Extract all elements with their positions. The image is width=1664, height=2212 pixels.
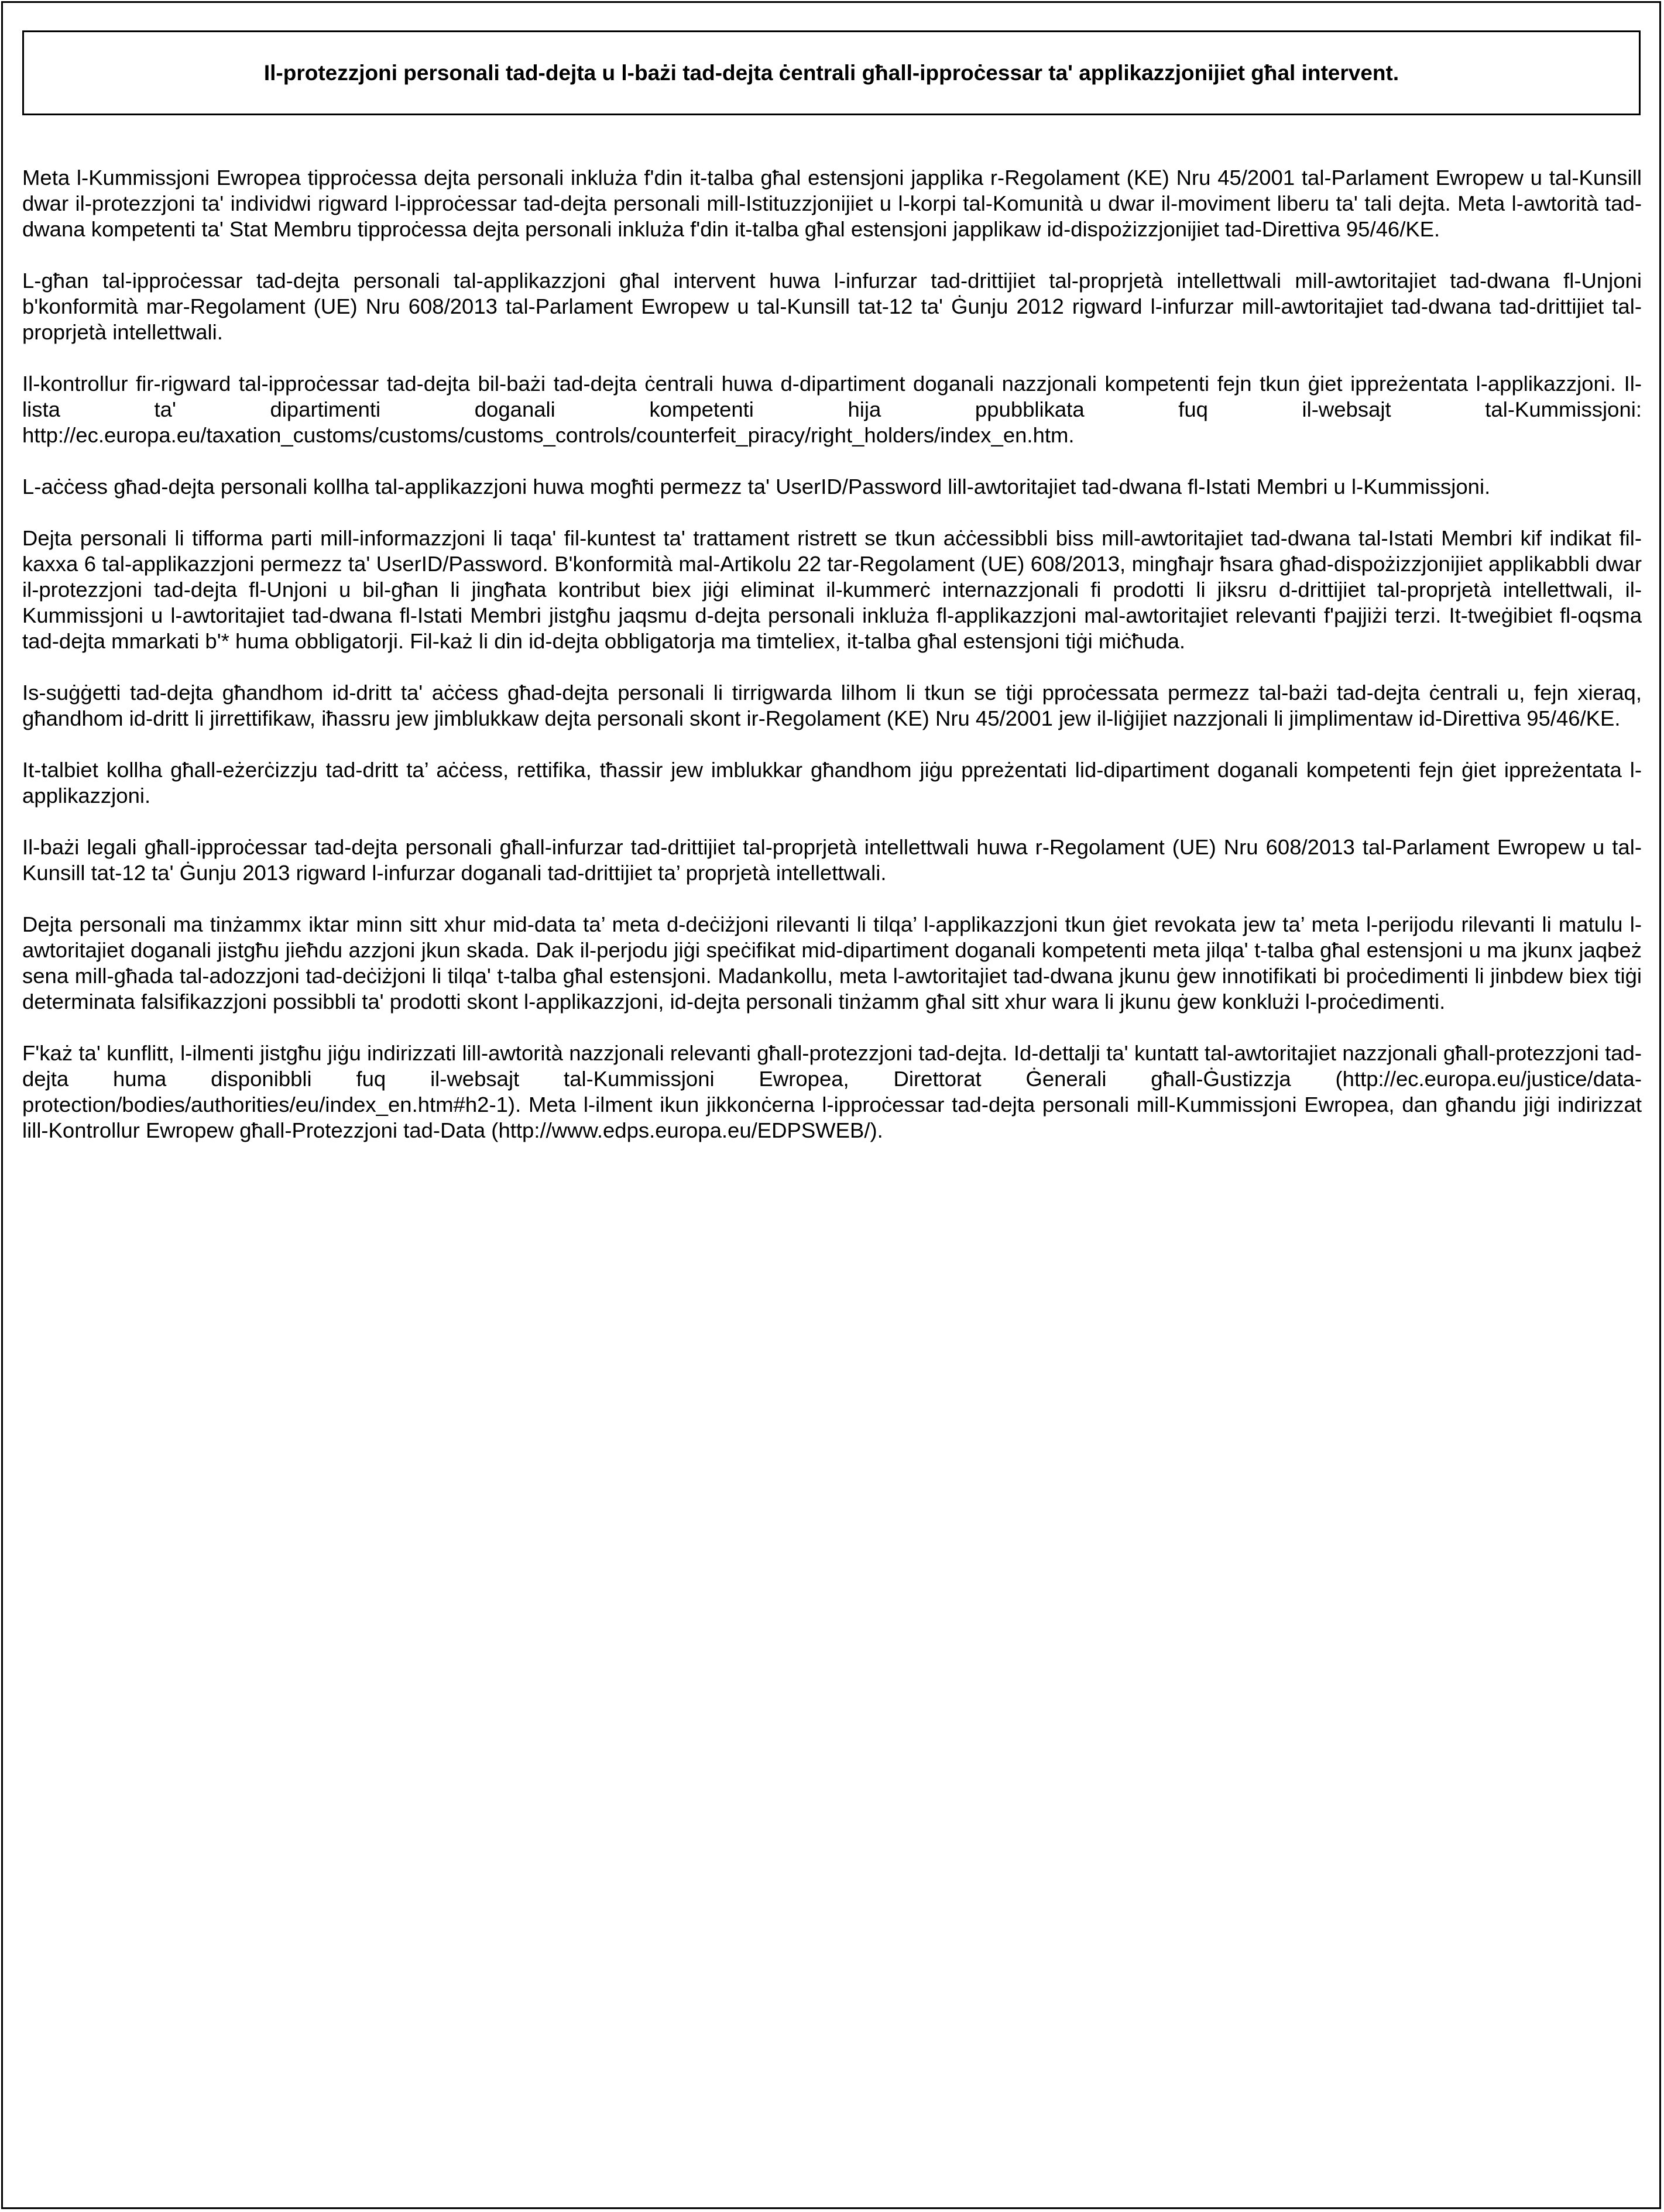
document-title: Il-protezzjoni personali tad-dejta u l-bażi tad-dejta ċentrali għall-ipproċessar ta' applikazzjonijiet għal intervent.	[263, 60, 1399, 85]
paragraph-legal-basis: Il-bażi legali għall-ipproċessar tad-dejta personali għall-infurzar tad-drittijiet tal-proprjetà intellettwali huwa r-Regolament (UE) Nru 608/2013 tal-Parlament Ewropew u tal-Kunsill tat-12 ta' Ġunju 2013 rigward l-infurzar doganali tad-drittijiet ta’ proprjetà intellettwali.	[22, 835, 1642, 885]
paragraph-restricted-data: Dejta personali li tifforma parti mill-informazzjoni li taqa' fil-kuntest ta' trattament ristrett se tkun aċċessibbli biss mill-awtoritajiet tad-dwana tal-Istati Membri kif indikat fil-kaxxa 6 tal-applikazzjoni permezz ta' UserID/Password. B'konformità mal-Artikolu 22 tar-Regolament (UE) 608/2013, mingħajr ħsara għad-dispożizzjonijiet applikabbli dwar il-protezzjoni tad-dejta fl-Unjoni u bil-għan li jingħata kontribut biex jiġi eliminat il-kummerċ internazzjonali fi prodotti li jiksru d-drittijiet tal-proprjetà intellettwali, il-Kummissjoni u l-awtoritajiet tad-dwana fl-Istati Membri jistgħu jaqsmu d-dejta personali inkluża fl-applikazzjoni mal-awtoritajiet relevanti f'pajjiżi terzi. It-tweġibiet fl-oqsma tad-dejta mmarkati b'* huma obbligatorji. Fil-każ li din id-dejta obbligatorja ma timteliex, it-talba għal estensjoni tiġi miċħuda.	[22, 526, 1642, 653]
paragraph-complaints: F'każ ta' kunflitt, l-ilmenti jistgħu jiġu indirizzati lill-awtorità nazzjonali relevanti għall-protezzjoni tad-dejta. Id-dettalji ta' kuntatt tal-awtoritajiet nazzjonali għall-protezzjoni tad-dejta huma disponibbli fuq il-websajt tal-Kummissjoni Ewropea, Direttorat Ġenerali għall-Ġustizzja (http://ec.europa.eu/justice/data-protection/bodies/authorities/eu/index_en.htm#h2-1). Meta l-ilment ikun jikkonċerna l-ipproċessar tad-dejta personali mill-Kummissjoni Ewropea, dan għandu jiġi indirizzat lill-Kontrollur Ewropew għall-Protezzjoni tad-Data (http://www.edps.europa.eu/EDPSWEB/).	[22, 1041, 1642, 1142]
paragraph-processing-purpose: L-għan tal-ipproċessar tad-dejta personali tal-applikazzjoni għal intervent huwa l-infurzar tad-drittijiet tal-proprjetà intellettwali mill-awtoritajiet tad-dwana fl-Unjoni b'konformità mar-Regolament (UE) Nru 608/2013 tal-Parlament Ewropew u tal-Kunsill tat-12 ta' Ġunju 2012 rigward l-infurzar mill-awtoritajiet tad-dwana tad-drittijiet tal-proprjetà intellettwali.	[22, 269, 1642, 344]
title-box	[22, 30, 1641, 115]
paragraph-retention: Dejta personali ma tinżammx iktar minn sitt xhur mid-data ta’ meta d-deċiżjoni rilevanti li tilqa’ l-applikazzjoni tkun ġiet revokata jew ta’ meta l-perijodu rilevanti li matulu l-awtoritajiet doganali jistgħu jieħdu azzjoni jkun skada. Dak il-perjodu jiġi speċifikat mid-dipartiment doganali kompetenti meta jilqa' t-talba għal estensjoni u ma jkunx jaqbeż sena mill-għada tal-adozzjoni tad-deċiżjoni li tilqa' t-talba għal estensjoni. Madankollu, meta l-awtoritajiet tad-dwana jkunu ġew innotifikati bi proċedimenti li jinbdew biex tiġi determinata falsifikazzjoni possibbli ta' prodotti skont l-applikazzjoni, id-dejta personali tinżamm għal sitt xhur wara li jkunu ġew konklużi l-proċedimenti.	[22, 912, 1642, 1014]
paragraph-requests: It-talbiet kollha għall-eżerċizzju tad-dritt ta’ aċċess, rettifika, tħassir jew imblukkar għandhom jiġu ppreżentati lid-dipartiment doganali kompetenti fejn ġiet ippreżentata l-applikazzjoni.	[22, 758, 1642, 808]
paragraph-controller: Il-kontrollur fir-rigward tal-ipproċessar tad-dejta bil-bażi tad-dejta ċentrali huwa d-dipartiment doganali nazzjonali kompetenti fejn tkun ġiet ippreżentata l-applikazzjoni. Il-lista ta' dipartimenti doganali kompetenti hija ppubblikata fuq il-websajt tal-Kummissjoni: http://ec.europa.eu/taxation_customs/customs/customs_controls/counterfeit_piracy/right_holders/index_en.htm.	[22, 372, 1642, 447]
paragraph-data-controller-regulations: Meta l-Kummissjoni Ewropea tipproċessa dejta personali inkluża f'din it-talba għal estensjoni japplika r-Regolament (KE) Nru 45/2001 tal-Parlament Ewropew u tal-Kunsill dwar il-protezzjoni ta' individwi rigward l-ipproċessar tad-dejta personali mill-Istituzzjonijiet u l-korpi tal-Komunità u dwar il-moviment liberu ta' tali dejta. Meta l-awtorità tad-dwana kompetenti ta' Stat Membru tipproċessa dejta personali inkluża f'din it-talba għal estensjoni japplikaw id-dispożizzjonijiet tad-Direttiva 95/46/KE.	[22, 166, 1642, 241]
document-body	[22, 165, 1642, 1169]
paragraph-data-subject-rights: Is-suġġetti tad-dejta għandhom id-dritt ta' aċċess għad-dejta personali li tirrigwarda lilhom li tkun se tiġi pproċessata permezz tal-bażi tad-dejta ċentrali u, fejn xieraq, għandhom id-dritt li jirrettifikaw, iħassru jew jimblukkaw dejta personali skont ir-Regolament (KE) Nru 45/2001 jew il-liġijiet nazzjonali li jimplimentaw id-Direttiva 95/46/KE.	[22, 681, 1642, 730]
paragraph-access: L-aċċess għad-dejta personali kollha tal-applikazzjoni huwa mogħti permezz ta' UserID/Password lill-awtoritajiet tad-dwana fl-Istati Membri u l-Kummissjoni.	[22, 475, 1491, 499]
